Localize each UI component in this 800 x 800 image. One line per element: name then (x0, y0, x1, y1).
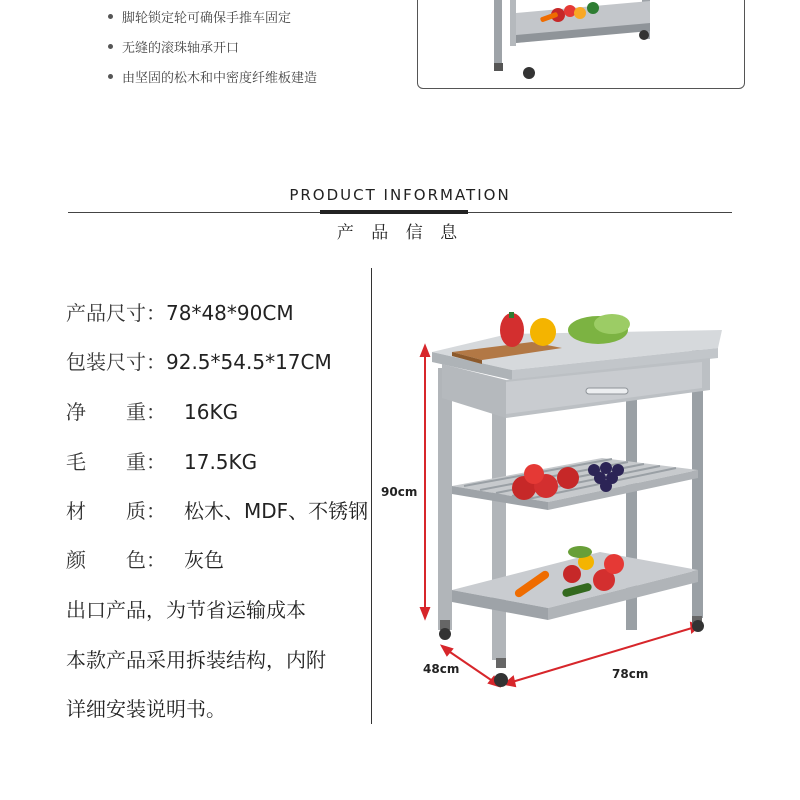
spec-gross-weight (66, 446, 257, 475)
product-photo-frame (417, 0, 745, 89)
dimension-height-label: 90cm (381, 485, 418, 499)
feature-item (108, 72, 317, 85)
feature-text: 由坚固的松木和中密度纤维板建造 (122, 71, 318, 86)
feature-item (108, 42, 239, 55)
spec-label: 净 重： (66, 400, 166, 424)
spec-color (66, 544, 224, 573)
spec-material (66, 495, 368, 524)
note-line: 出口产品，为节省运输成本 (66, 598, 306, 622)
dimension-height-line (421, 346, 429, 618)
dimension-depth-label: 48cm (423, 662, 460, 676)
spec-value: 92.5*54.5*17CM (166, 350, 332, 374)
spec-value: 16KG (184, 400, 239, 424)
section-title-cn: 产 品 信 息 (336, 223, 464, 243)
feature-item (108, 12, 291, 25)
spec-label: 产品尺寸： (66, 301, 166, 325)
section-divider-accent (320, 210, 468, 214)
spec-value: 17.5KG (184, 450, 258, 474)
product-image (372, 290, 772, 710)
spec-size (66, 297, 294, 326)
dimension-width-label: 78cm (612, 667, 649, 681)
feature-text: 脚轮锁定轮可确保手推车固定 (122, 11, 292, 26)
spec-label: 颜 色： (66, 548, 166, 572)
bullet-dot (108, 74, 113, 79)
spec-label: 材 质： (66, 499, 166, 523)
bullet-dot (108, 14, 113, 19)
bullet-dot (108, 44, 113, 49)
spec-label: 包装尺寸： (66, 350, 166, 374)
spec-net-weight (66, 396, 238, 425)
spec-label: 毛 重： (66, 450, 166, 474)
spec-value: 78*48*90CM (166, 301, 294, 325)
spec-package-size (66, 346, 332, 375)
spec-value: 灰色 (184, 548, 224, 572)
note-line: 本款产品采用拆装结构，内附 (66, 648, 326, 672)
spec-value: 松木、MDF、不锈钢 (184, 499, 369, 523)
feature-text: 无缝的滚珠轴承开口 (122, 41, 240, 56)
cart-bottom-image (418, 0, 744, 88)
section-title-en: PRODUCT INFORMATION (289, 186, 511, 204)
note-line: 详细安装说明书。 (66, 697, 226, 721)
dimension-width-line (505, 623, 699, 686)
